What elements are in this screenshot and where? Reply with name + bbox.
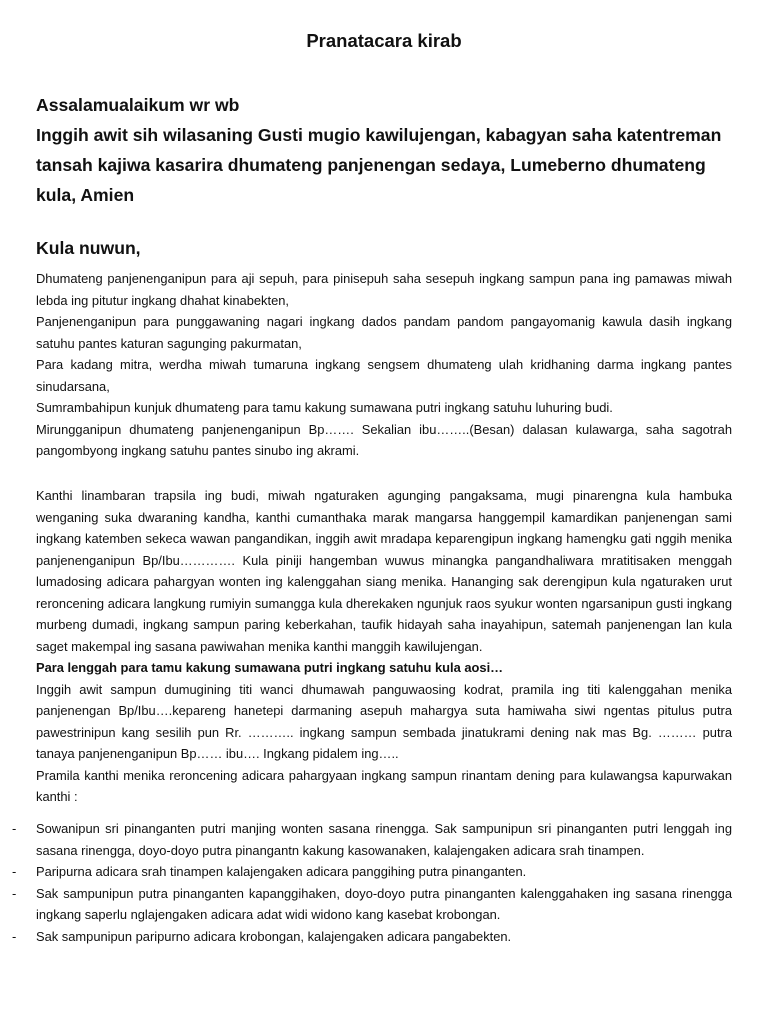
salutation-block (36, 268, 732, 462)
document-title: Pranatacara kirab (306, 30, 462, 51)
paragraph: Pramila kanthi menika reroncening adicara pahargyaan ingkang sampun rinantam dening para kulawangsa kapurwakan kanthi : (36, 767, 732, 804)
bullet-dash: - (12, 885, 17, 901)
paragraph: Inggih awit sampun dumugining titi wanci dhumawah panguwaosing kodrat, pramila ing titi kalenggahan menika panjenengan Bp/Ibu….kepareng hanetepi darmaning asepuh mahargya suta hamiwaha siwi ngentas pitulus putra pawestrinipun kang sesilih pun Rr. ……….. ingkang sampun sembada jinatukrami dening nak mas Bg. ……… putra tanaya panjenenganipun Bp…… ibu…. Ingkang pidalem ing….. (36, 681, 732, 761)
list-item (0, 818, 732, 861)
paragraph: Para kadang mitra, werdha miwah tumaruna ingkang sengsem dhumateng ulah kridhaning darma ingkang pantes sinudarsana, (36, 357, 732, 394)
greeting-salam: Assalamualaikum wr wb (36, 95, 240, 115)
bold-address-line: Para lenggah para tamu kakung sumawana putri ingkang satuhu kula aosi… (36, 660, 504, 675)
paragraph: Mirungganipun dhumateng panjenenganipun Bp……. Sekalian ibu……..(Besan) dalasan kulawarga, saha sagotrah pangombyong ingkang satuhu pantes sinubo ing akrami. (36, 421, 732, 458)
kula-nuwun-heading: Kula nuwun, (36, 238, 141, 258)
paragraph: Kanthi linambaran trapsila ing budi, miwah ngaturaken agunging pangaksama, mugi pinarengna kula hambuka wenganing suka dwaraning kandha, kanthi cumanthaka marak mangarsa hanggempil kamardikan panjenengan sami ingkang katemben sekeca wawan pangandikan, inggih awit mradapa keparengipun ingkang hamengku gati nggih menika panjenenganipun Bp/Ibu…………. Kula piniji hangemban wuwus minangka pangandhaliwara mratitisaken menggah lumadosing adicara pahargyan wonten ing kalenggahan siang menika. Hananging sak derengipun kula ngaturaken urut reroncening adicara langkung rumiyin sumangga kula dherekaken ngunjuk raos syukur wonten ngarsanipun gusti ingkang murbeng dumadi, ingkang sampun paring keberkahan, taufik hidayah saha inayahipun, satemah panjenengan lan kula saget makempal ing sasana pawiwahan menika kanthi manggih kawilujengan. (36, 488, 732, 654)
list-item-text: Sak sampunipun paripurno adicara krobongan, kalajengaken adicara pangabekten. (36, 928, 512, 944)
list-item (0, 883, 732, 926)
list-item (0, 926, 732, 948)
greeting (36, 90, 736, 210)
main-text-block (36, 485, 732, 808)
bullet-dash: - (12, 864, 17, 879)
bullet-dash: - (12, 928, 17, 944)
list-item-text: Sowanipun sri pinanganten putri manjing wonten sasana rinengga. Sak sampunipun sri pinanganten putri lenggah ing sasana rinengga, doyo-doyo putra pinangantn kakung kasowanaken, kalajengaken adicara srah tinampen. (36, 821, 732, 858)
greeting-prayer: Inggih awit sih wilasaning Gusti mugio kawilujengan, kabagyan saha katentreman tansah kajiwa kasarira dhumateng panjenengan sedaya, Lumeberno dhumateng kula, Amien (36, 125, 722, 205)
list-item-text: Sak sampunipun putra pinanganten kapanggihaken, doyo-doyo putra pinanganten kalenggahaken ing sasana rinengga ingkang saperlu nglajengaken adicara adat widi widono kang kasebat krobongan. (36, 885, 732, 922)
agenda-list (0, 818, 732, 947)
bullet-dash: - (12, 821, 17, 836)
list-item-text: Paripurna adicara srah tinampen kalajengaken adicara panggihing putra pinanganten. (36, 864, 527, 879)
paragraph: Sumrambahipun kunjuk dhumateng para tamu kakung sumawana putri ingkang satuhu luhuring budi. (36, 400, 613, 415)
paragraph: Panjenenganipun para punggawaning nagari ingkang dados pandam pandom pangayomanig kawula dasih ingkang satuhu pantes katuran sagunging pakurmatan, (36, 314, 732, 351)
paragraph: Dhumateng panjenenganipun para aji sepuh, para pinisepuh saha sesepuh ingkang sampun pana ing pamawas miwah lebda ing pitutur ingkang dhahat kinabekten, (36, 271, 732, 308)
list-item (0, 861, 732, 883)
